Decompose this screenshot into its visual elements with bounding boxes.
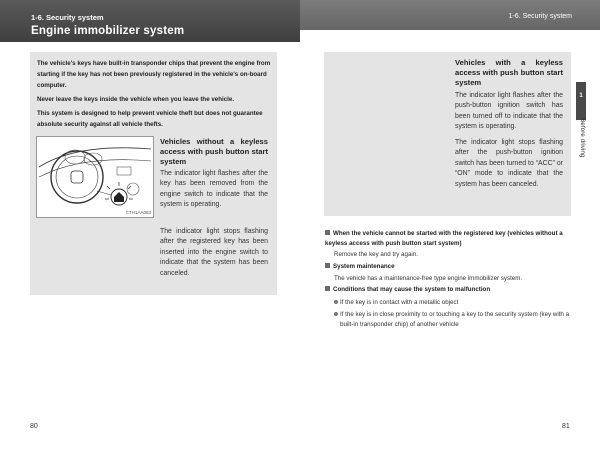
paragraph-flash-after-key-removed: The indicator light flashes after the key has been removed from the engine switch to indicate that the system is operating. <box>160 170 268 209</box>
intro-paragraph-2: Never leave the keys inside the vehicle when you leave the vehicle. <box>37 96 235 103</box>
bullet-metallic-object: If the key is in contact with a metallic object <box>334 298 572 308</box>
intro-paragraph-1: The vehicle's keys have built-in transponder chips that prevent the engine from starting if the key has not been previously registered in the vehicle's on-board computer. <box>37 60 271 89</box>
page-header <box>0 0 600 42</box>
paragraph-stop-flash-acc-on: The indicator light stops flashing after the push-button ignition switch has been turned to “ACC” or “ON” mode to indicate that the system has been canceled. <box>455 139 563 188</box>
section-label-left: 1-6. Security system <box>31 13 104 22</box>
paragraph-stop-flash-key-inserted: The indicator light stops flashing after the registered key has been inserted into the engine switch to indicate that the system has been canceled. <box>160 228 268 277</box>
intro-paragraph-3: This system is designed to help prevent vehicle theft but does not guarantee absolute security against all vehicle thefts. <box>37 110 263 128</box>
note-text-try-again: Remove the key and try again. <box>334 251 418 258</box>
section-label-right: 1-6. Security system <box>508 13 572 20</box>
image-code: CTH1AA083 <box>125 210 151 215</box>
round-bullet-icon <box>334 300 338 304</box>
bullet-close-proximity: If the key is in close proximity to or touching a key to the security system (key with a built-in transponder chip) of another vehicle <box>334 310 578 330</box>
note-heading-maintenance: System maintenance <box>325 262 570 272</box>
subhead-with-keyless: Vehicles with a keyless access with push button start system <box>455 58 563 87</box>
dashboard-drawing <box>37 137 153 217</box>
note-text-maintenance: The vehicle has a maintenance-free type engine immobilizer system. <box>334 275 523 282</box>
subhead-without-keyless: Vehicles without a keyless access with push button start system <box>160 137 268 166</box>
page-number-left: 80 <box>30 423 38 430</box>
chapter-tab-number: 1 <box>579 93 583 99</box>
square-bullet-icon <box>325 263 330 268</box>
chapter-tab[interactable] <box>576 82 586 120</box>
note-heading-malfunction: Conditions that may cause the system to malfunction <box>325 285 570 295</box>
steering-wheel-icon <box>51 151 103 203</box>
round-bullet-icon <box>334 312 338 316</box>
chapter-label: Before driving <box>579 118 586 158</box>
paragraph-flash-switch-off: The indicator light flashes after the push-button ignition switch has been turned off to indicate that the system is operating. <box>455 92 563 131</box>
note-heading-cannot-start: When the vehicle cannot be started with the registered key (vehicles without a keyless access with push button start system) <box>325 230 563 247</box>
square-bullet-icon <box>325 230 330 235</box>
square-bullet-icon <box>325 286 330 291</box>
page-number-right: 81 <box>562 423 570 430</box>
dashboard-illustration <box>36 136 154 218</box>
page-title: Engine immobilizer system <box>31 25 185 37</box>
